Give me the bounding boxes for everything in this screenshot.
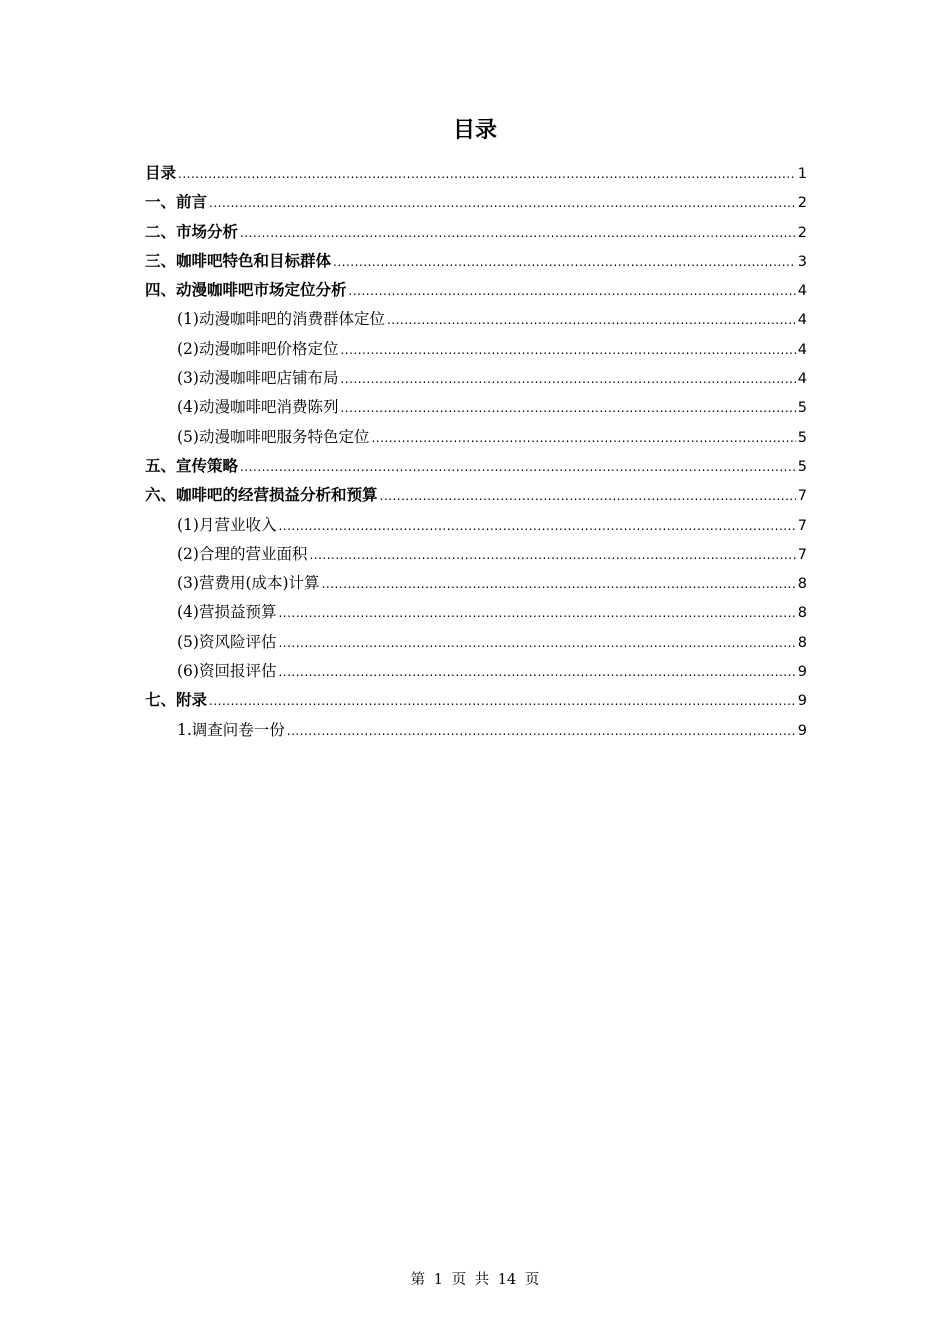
toc-entry[interactable]	[145, 218, 807, 247]
toc-entry-page: 8	[797, 576, 807, 593]
toc-dot-leader	[278, 629, 795, 658]
toc-entry-page: 8	[797, 605, 807, 622]
toc-entry-page: 4	[797, 341, 807, 358]
toc-dot-leader	[240, 453, 796, 482]
toc-subentry[interactable]	[145, 393, 807, 422]
toc-dot-leader	[340, 336, 795, 365]
toc-list	[145, 159, 807, 745]
toc-dot-leader	[209, 687, 796, 716]
toc-dot-leader	[278, 599, 795, 628]
toc-dot-leader	[209, 189, 796, 218]
toc-subentry[interactable]	[145, 305, 807, 334]
toc-entry-text: 1.调查问卷一份	[177, 720, 285, 739]
toc-entry-text: (4)营损益预算	[177, 603, 277, 622]
toc-entry-text: (3)营费用(成本)计算	[177, 574, 320, 593]
toc-entry[interactable]	[145, 188, 807, 217]
toc-entry-text: (6)资回报评估	[177, 662, 277, 681]
toc-dot-leader	[240, 219, 796, 248]
toc-entry-page: 4	[797, 371, 807, 388]
toc-entry-page: 7	[797, 546, 807, 563]
toc-entry-text: 目录	[145, 164, 177, 182]
toc-dot-leader	[387, 306, 796, 335]
toc-dot-leader	[371, 424, 795, 453]
toc-entry-text: (5)动漫咖啡吧服务特色定位	[177, 427, 370, 446]
toc-dot-leader	[333, 248, 796, 277]
toc-entry-page: 2	[797, 224, 807, 241]
toc-subentry[interactable]	[145, 423, 807, 452]
toc-subentry[interactable]	[145, 335, 807, 364]
toc-entry-page: 9	[797, 664, 807, 681]
toc-entry-text: (1)月营业收入	[177, 515, 277, 534]
toc-dot-leader	[380, 482, 796, 511]
toc-entry-page: 4	[797, 312, 807, 329]
toc-entry-text: (1)动漫咖啡吧的消费群体定位	[177, 310, 385, 329]
toc-entry-text: 三、咖啡吧特色和目标群体	[145, 251, 332, 270]
toc-entry[interactable]	[145, 481, 807, 510]
page-footer: 第 1 页 共 14 页	[410, 1272, 540, 1288]
toc-entry-text: 六、咖啡吧的经营损益分析和预算	[145, 486, 378, 505]
toc-subentry[interactable]	[145, 716, 807, 745]
toc-dot-leader	[349, 277, 796, 306]
toc-entry-page: 4	[797, 283, 807, 300]
toc-entry-page: 2	[797, 195, 807, 212]
toc-entry-page: 9	[797, 693, 807, 710]
toc-entry-text: 五、宣传策略	[145, 456, 239, 475]
toc-entry[interactable]	[145, 452, 807, 481]
toc-title: 目录	[452, 118, 497, 143]
toc-subentry[interactable]	[145, 511, 807, 540]
toc-entry-page: 7	[797, 517, 807, 534]
toc-dot-leader	[340, 394, 795, 423]
toc-entry[interactable]	[145, 276, 807, 305]
toc-entry-page: 5	[797, 458, 807, 475]
toc-entry-text: (4)动漫咖啡吧消费陈列	[177, 398, 339, 417]
toc-dot-leader	[278, 512, 795, 541]
toc-dot-leader	[178, 160, 796, 189]
toc-entry-page: 3	[797, 253, 807, 270]
toc-entry-text: (3)动漫咖啡吧店铺布局	[177, 369, 339, 388]
toc-entry-text: 七、附录	[145, 691, 208, 710]
toc-subentry[interactable]	[145, 364, 807, 393]
toc-entry-page: 9	[797, 722, 807, 739]
toc-entry-page: 5	[797, 429, 807, 446]
toc-subentry[interactable]	[145, 540, 807, 569]
toc-entry-text: (2)动漫咖啡吧价格定位	[177, 339, 339, 358]
toc-entry-text: (2)合理的营业面积	[177, 544, 308, 563]
toc-entry-text: 二、市场分析	[145, 222, 239, 241]
toc-subentry[interactable]	[145, 598, 807, 627]
toc-entry-text: (5)资风险评估	[177, 632, 277, 651]
toc-dot-leader	[287, 717, 796, 746]
toc-entry[interactable]	[145, 247, 807, 276]
toc-subentry[interactable]	[145, 657, 807, 686]
toc-dot-leader	[309, 541, 795, 570]
toc-entry-page: 7	[797, 488, 807, 505]
toc-entry-page: 8	[797, 634, 807, 651]
toc-entry-page: 1	[797, 166, 807, 182]
toc-subentry[interactable]	[145, 628, 807, 657]
toc-entry-text: 四、动漫咖啡吧市场定位分析	[145, 281, 347, 300]
toc-entry-page: 5	[797, 400, 807, 417]
toc-dot-leader	[322, 570, 796, 599]
toc-entry[interactable]	[145, 159, 807, 188]
toc-subentry[interactable]	[145, 569, 807, 598]
toc-dot-leader	[340, 365, 795, 394]
toc-entry-text: 一、前言	[145, 193, 208, 212]
toc-dot-leader	[278, 658, 795, 687]
toc-entry[interactable]	[145, 686, 807, 715]
